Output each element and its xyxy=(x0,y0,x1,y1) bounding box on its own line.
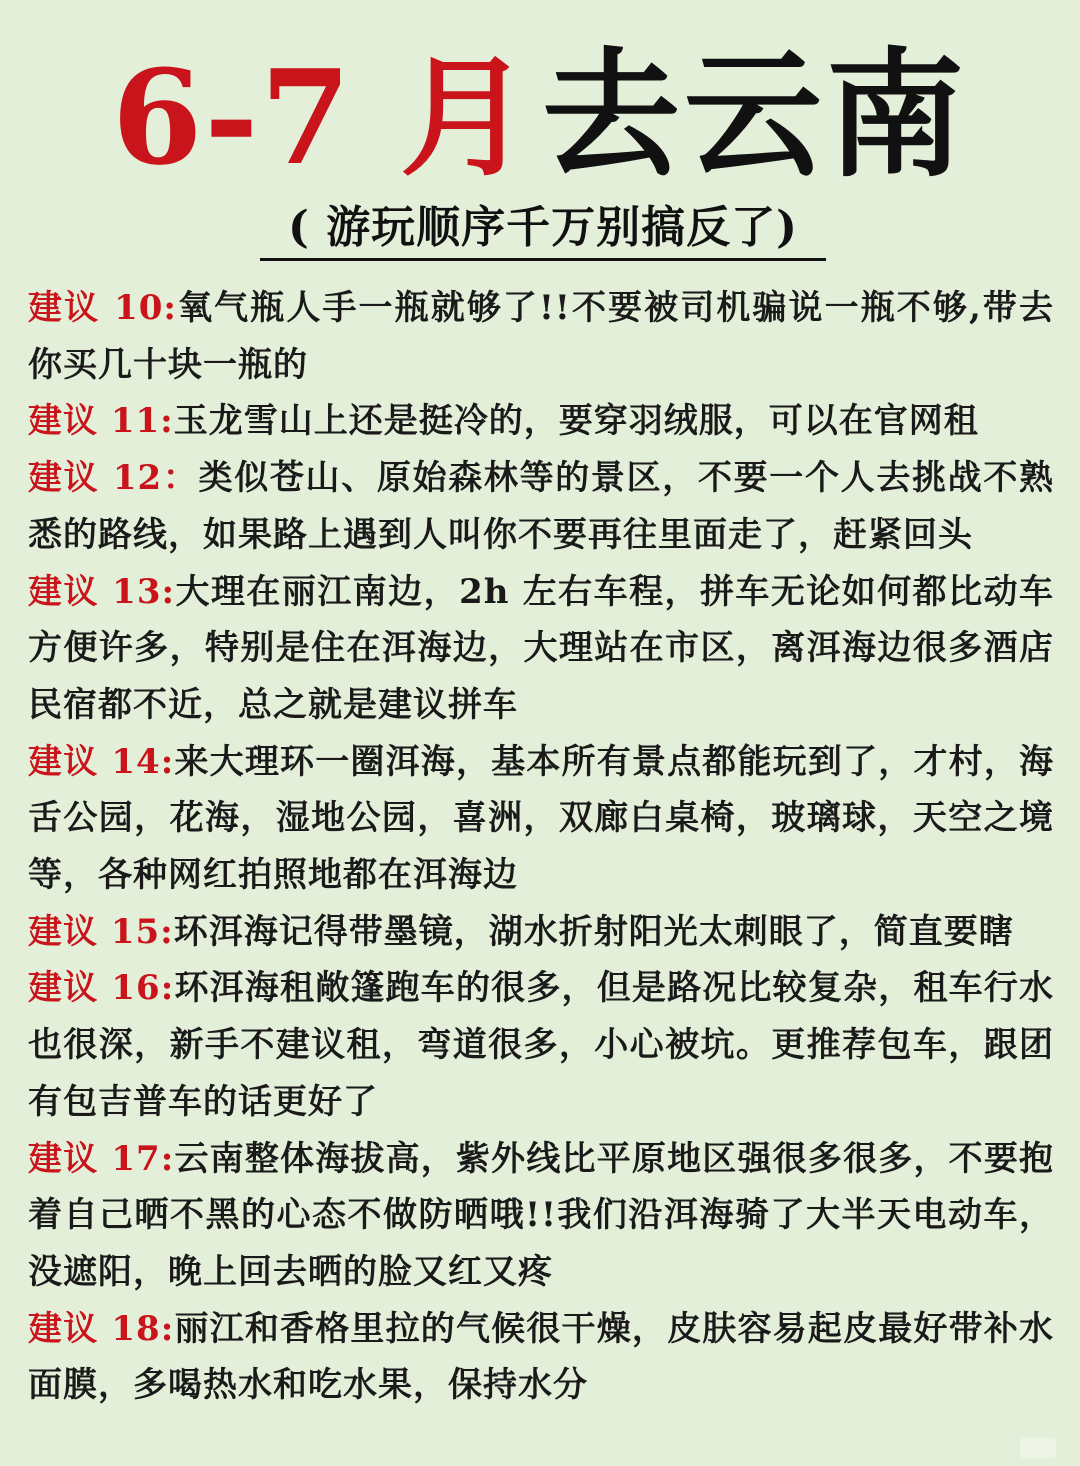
tip-item xyxy=(28,393,1054,450)
watermark-mark xyxy=(1020,1438,1056,1458)
tip-text: 环洱海记得带墨镜，湖水折射阳光太刺眼了，简直要瞎 xyxy=(173,911,1014,952)
tips-list xyxy=(28,280,1054,1414)
tip-text: 丽江和香格里拉的气候很干燥，皮肤容易起皮最好带补水面膜，多喝热水和吃水果，保持水分 xyxy=(28,1308,1055,1406)
tip-text: 大理在丽江南边，2h 左右车程，拼车无论如何都比动车方便许多，特别是住在洱海边，大理站在市区，离洱海边很多酒店民宿都不近，总之就是建议拼车 xyxy=(28,571,1054,725)
tip-item xyxy=(28,564,1054,734)
tip-item xyxy=(28,734,1054,904)
tip-text: 来大理环一圈洱海，基本所有景点都能玩到了，才村，海舌公园，花海，湿地公园，喜洲，双廊白桌椅，玻璃球，天空之境等，各种网红拍照地都在洱海边 xyxy=(28,741,1055,896)
tip-item xyxy=(28,280,1054,393)
tip-item xyxy=(28,1301,1054,1414)
title-destination: 去云南 xyxy=(542,33,969,196)
tip-label: 建议 10: xyxy=(28,288,177,328)
page-title xyxy=(0,33,1080,200)
tip-item xyxy=(28,1131,1054,1301)
page-subtitle: ( 游玩顺序千万别搞反了) xyxy=(260,198,826,261)
tip-label: 建议 17: xyxy=(28,1138,175,1179)
tip-label: 建议 13: xyxy=(28,571,176,612)
tip-label: 建议 16: xyxy=(28,968,175,1009)
tip-text: 云南整体海拔高，紫外线比平原地区强很多很多，不要抱着自己晒不黑的心态不做防晒哦!!我们沿洱海骑了大半天电动车，没遮阳，晚上回去晒的脸又红又疼 xyxy=(28,1138,1055,1292)
tip-label: 建议 18: xyxy=(28,1308,175,1349)
tip-text: 类似苍山、原始森林等的景区，不要一个人去挑战不熟悉的路线，如果路上遇到人叫你不要再往里面走了，赶紧回头 xyxy=(28,458,1055,555)
tip-label: 建议 14: xyxy=(28,741,175,782)
tip-text: 环洱海租敞篷跑车的很多，但是路况比较复杂，租车行水也很深，新手不建议租，弯道很多，小心被坑。更推荐包车，跟团有包吉普车的话更好了 xyxy=(28,968,1055,1122)
tip-label: 建议 15: xyxy=(28,911,174,952)
tip-label: 建议 12： xyxy=(28,458,199,499)
tip-item xyxy=(28,904,1054,961)
tip-item xyxy=(28,960,1054,1130)
title-month-range: 6-7 月 xyxy=(111,41,533,194)
tip-text: 玉龙雪山上还是挺冷的，要穿羽绒服，可以在官网租 xyxy=(173,401,979,442)
tip-text: 氧气瓶人手一瓶就够了!!不要被司机骗说一瓶不够,带去你买几十块一瓶的 xyxy=(28,288,1054,385)
tip-item xyxy=(28,450,1054,563)
tip-label: 建议 11: xyxy=(28,401,174,442)
